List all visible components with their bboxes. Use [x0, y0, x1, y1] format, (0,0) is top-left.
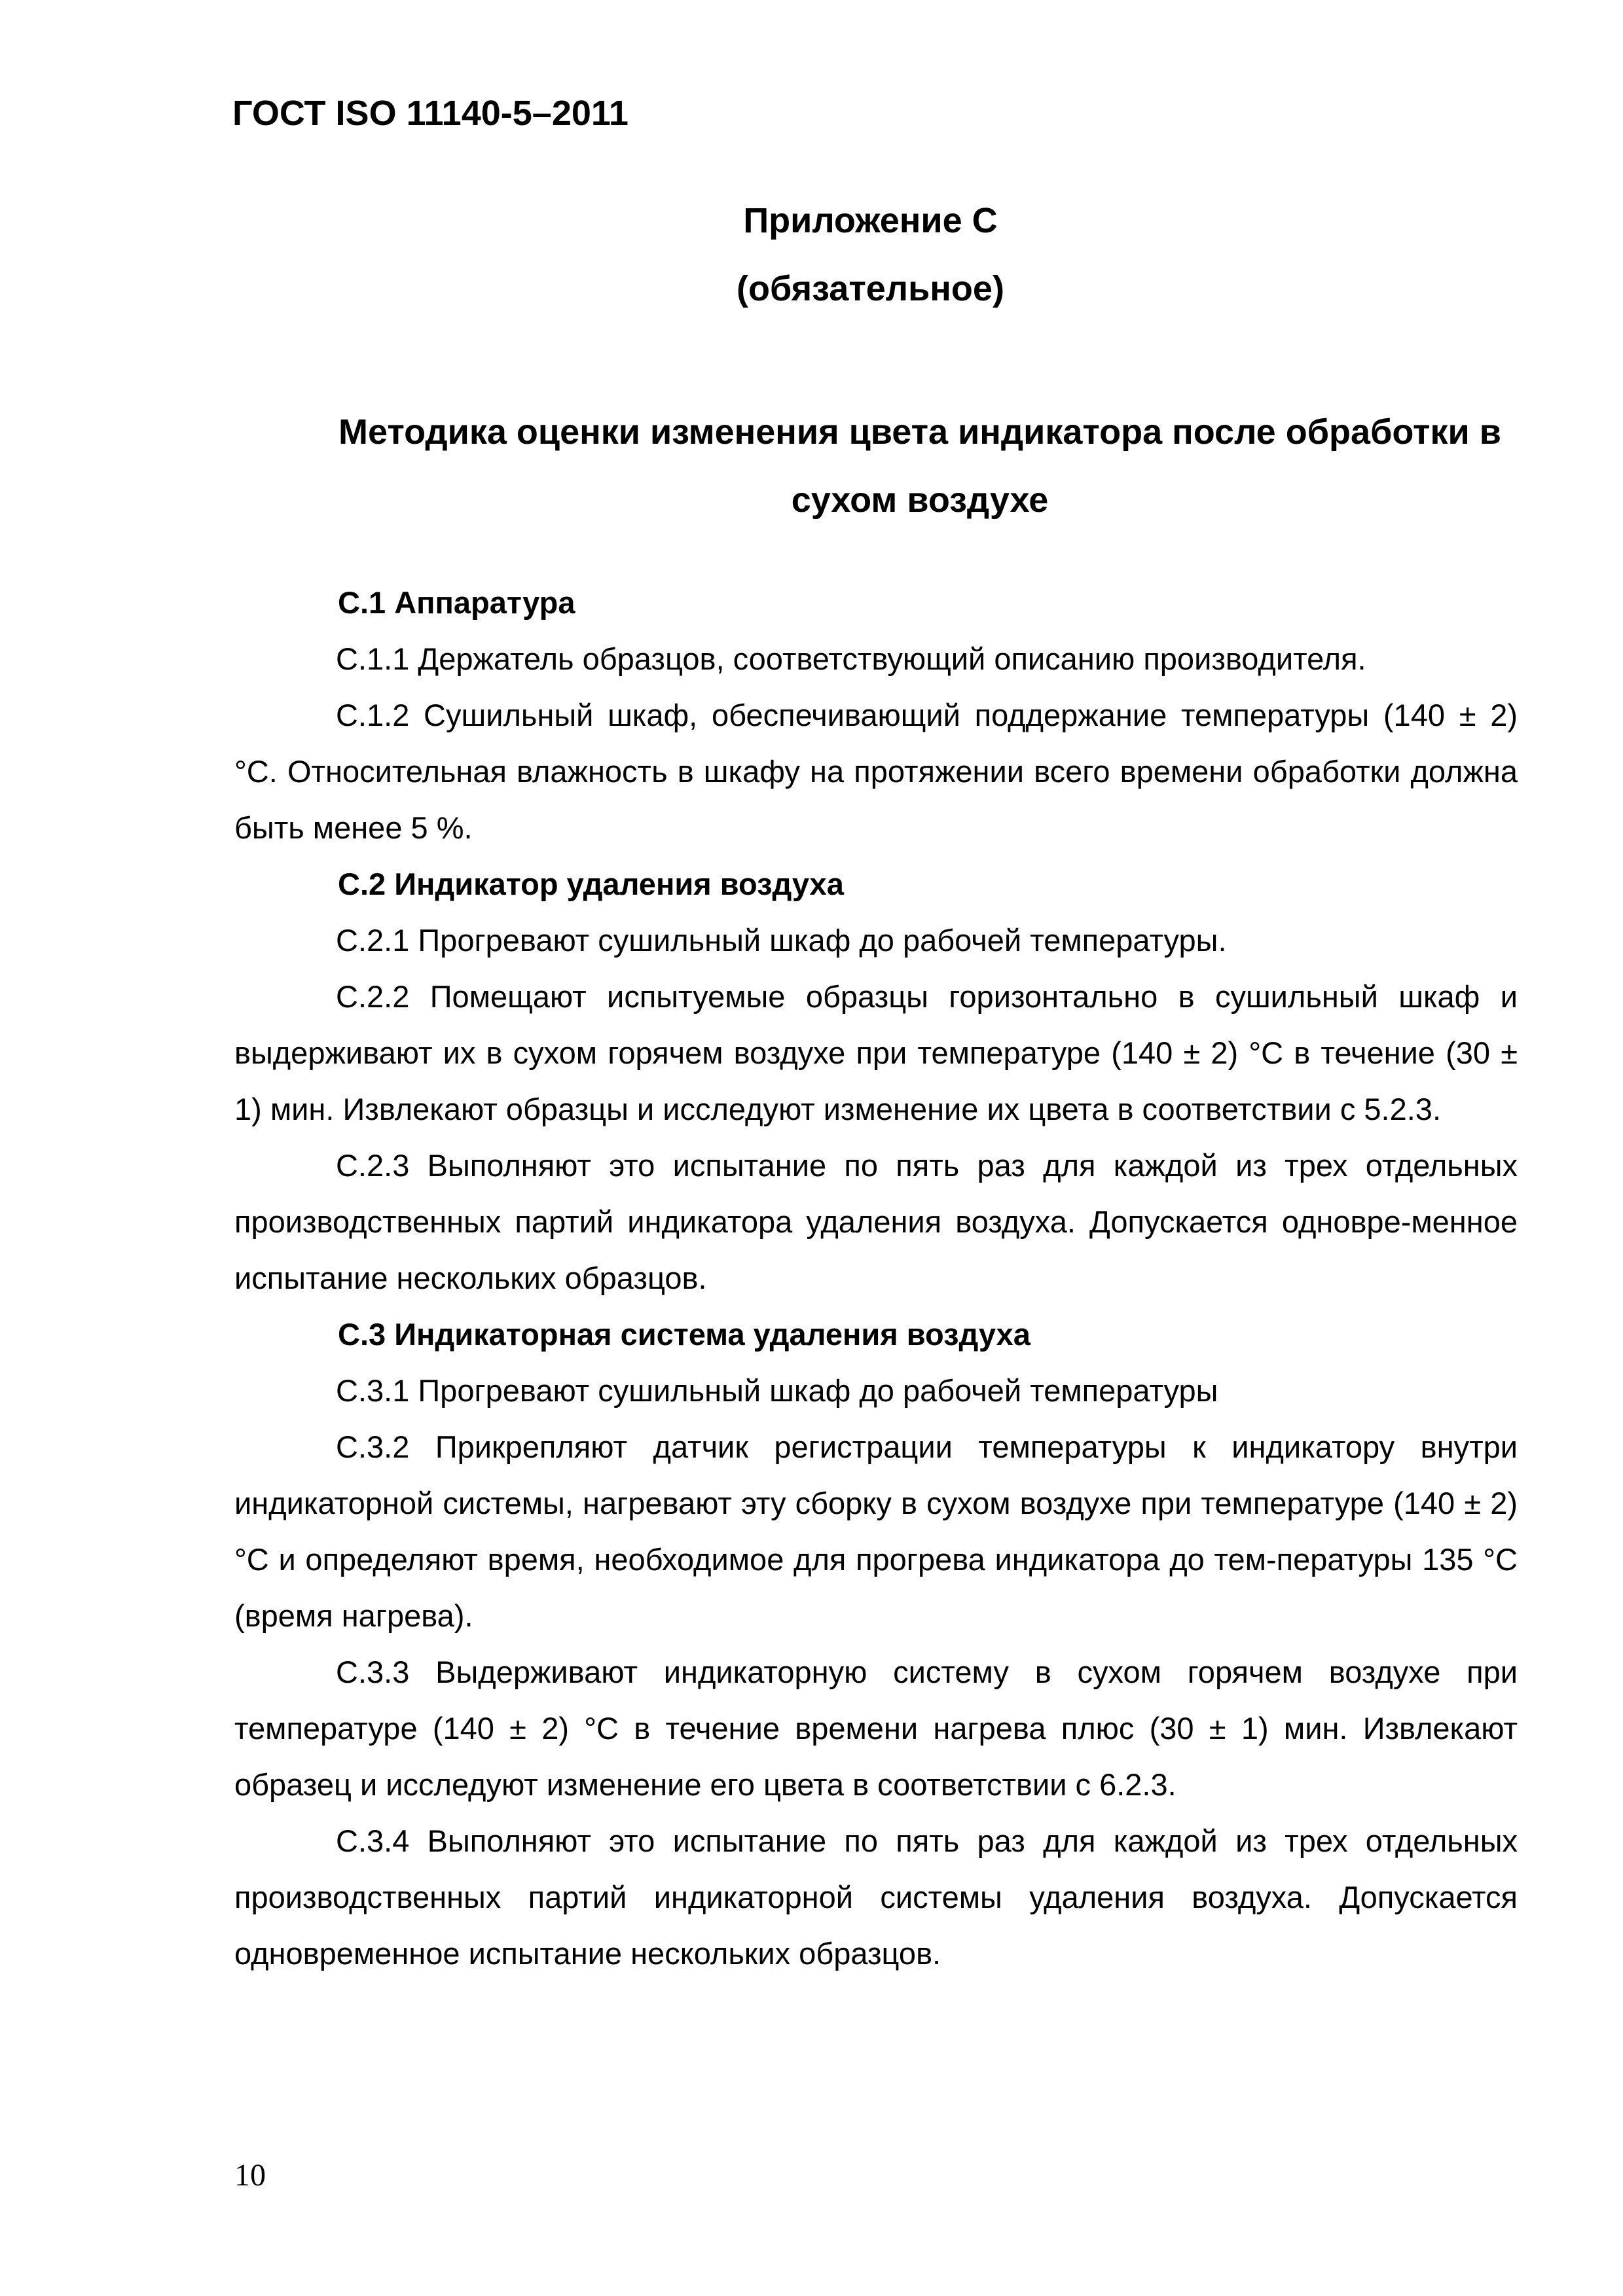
paragraph-c2-2: С.2.2 Помещают испытуемые образцы горизонтально в сушильный шкаф и выдерживают их в сухом горячем воздухе при температуре (140 ± 2) °С в течение (30 ± 1) мин. Извлекают образцы и исследуют изменение их цвета в соответствии с 5.2.3.: [234, 979, 1518, 1126]
paragraph-c1-2: С.1.2 Сушильный шкаф, обеспечивающий поддержание температуры (140 ± 2) °С. Относительная влажность в шкафу на протяжении всего времени обработки должна быть менее 5 %.: [234, 698, 1518, 845]
paragraph-c3-2: С.3.2 Прикрепляют датчик регистрации температуры к индикатору внутри индикаторной системы, нагревают эту сборку в сухом воздухе при температуре (140 ± 2) °С и определяют время, необходимое для прогрева индикатора до тем-пературы 135 °С (время нагрева).: [234, 1429, 1518, 1633]
section-heading-c1: С.1 Аппаратура: [338, 585, 575, 620]
document-body: [234, 575, 1518, 1982]
section-heading-c3: С.3 Индикаторная система удаления воздуха: [338, 1317, 1030, 1352]
paragraph-c2-1: С.2.1 Прогревают сушильный шкаф до рабочей температуры.: [336, 923, 1227, 958]
paragraph-c3-3: С.3.3 Выдерживают индикаторную систему в сухом горячем воздухе при температуре (140 ± 2) °С в течение времени нагрева плюс (30 ± 1) мин. Извлекают образец и исследуют изменение его цвета в соответствии с 6.2.3.: [234, 1655, 1518, 1802]
page-number: 10: [234, 2158, 266, 2193]
section-heading-c2: С.2 Индикатор удаления воздуха: [338, 867, 844, 901]
appendix-status: (обязательное): [737, 269, 1004, 308]
paragraph-c1-1: С.1.1 Держатель образцов, соответствующий описанию производителя.: [336, 641, 1366, 676]
document-code: ГОСТ ISO 11140-5–2011: [232, 94, 629, 133]
appendix-label: Приложение С: [743, 201, 998, 240]
appendix-title: Методика оценки изменения цвета индикатора после обработки в сухом воздухе: [338, 412, 1501, 520]
paragraph-c3-1: С.3.1 Прогревают сушильный шкаф до рабочей температуры: [336, 1373, 1218, 1408]
paragraph-c3-4: С.3.4 Выполняют это испытание по пять раз для каждой из трех отдельных производственных партий индикаторной системы удаления воздуха. Допускается одновременное испытание нескольких образцов.: [234, 1823, 1518, 1971]
paragraph-c2-3: С.2.3 Выполняют это испытание по пять раз для каждой из трех отдельных производственных партий индикатора удаления воздуха. Допускается одновре-менное испытание нескольких образцов.: [234, 1148, 1518, 1295]
